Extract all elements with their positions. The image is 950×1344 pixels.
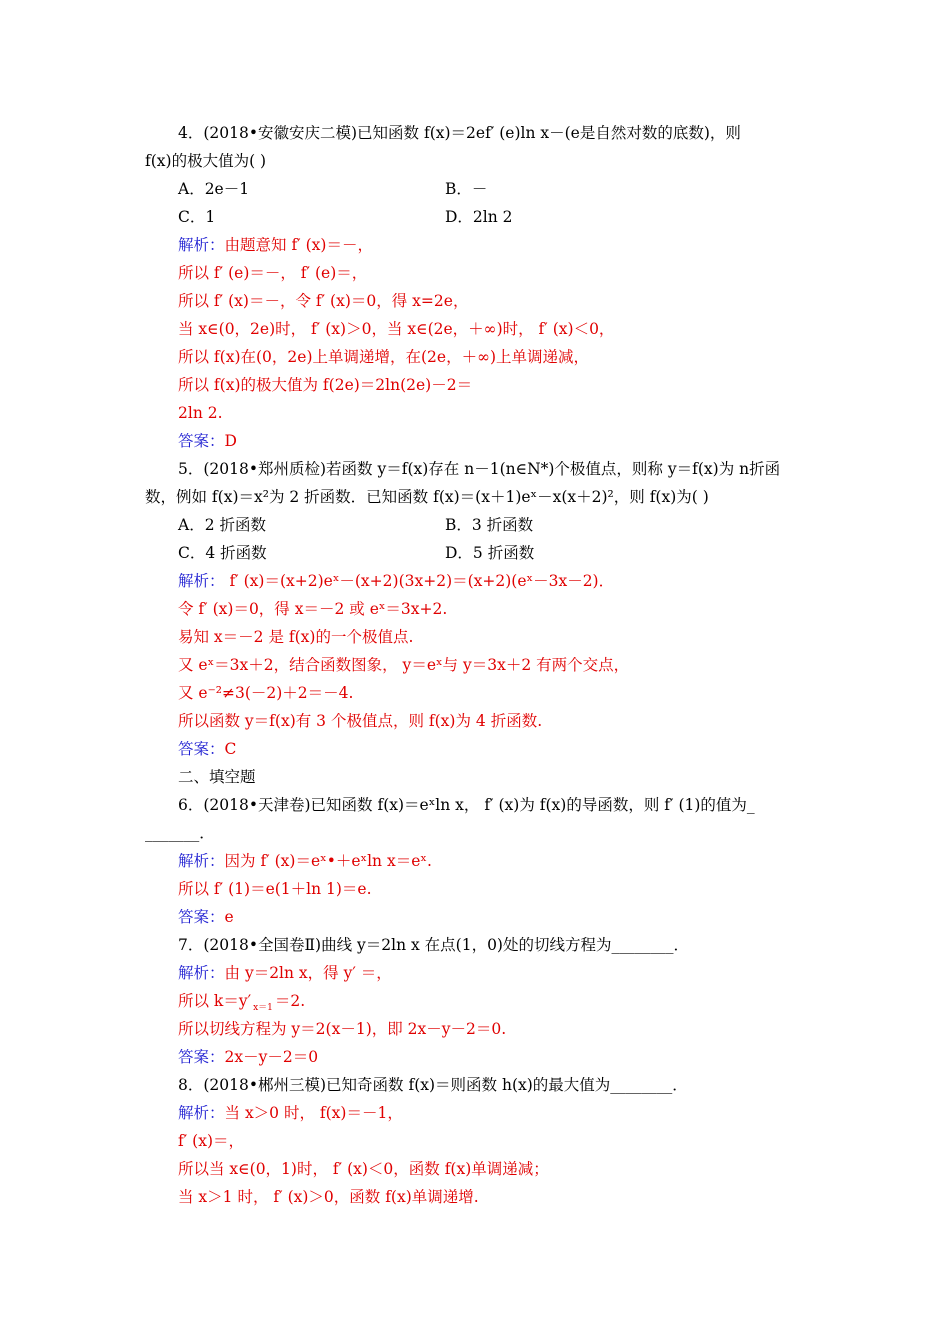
q7-analysis-line-1 xyxy=(178,963,392,983)
q6-stem-line-2: _______． xyxy=(145,824,215,842)
answer-label: 答案： xyxy=(178,1048,225,1066)
q4-stem-line-1: 4．(2018•安徽安庆二模)已知函数 f(x)＝2ef′ (e)ln x－(e是自然对数的底数)，则 xyxy=(178,124,741,142)
analysis-label: 解析： xyxy=(178,572,225,590)
q4-analysis-line-5: 所以 f(x)在(0，2e)上单调递增，在(2e，＋∞)上单调递减， xyxy=(178,348,590,366)
q5-analysis-line-6: 所以函数 y＝f(x)有 3 个极值点，则 f(x)为 4 折函数. xyxy=(178,712,543,730)
q8-analysis-line-2: f′ (x)＝， xyxy=(178,1132,245,1150)
q5-analysis-line-5: 又 e⁻²≠3(－2)＋2＝－4. xyxy=(178,684,354,702)
q5-option-d: D．5 折函数 xyxy=(445,544,535,562)
q6-analysis-line-1 xyxy=(178,851,432,871)
q5-answer xyxy=(178,739,236,759)
q4-option-a: A．2e－1 xyxy=(178,180,250,198)
analysis-label: 解析： xyxy=(178,964,225,982)
analysis-text: f′ (x)＝(x+2)eˣ－(x+2)(3x+2)＝(x+2)(eˣ－3x－2)． xyxy=(224,572,615,590)
q4-analysis-line-3: 所以 f′ (x)＝－，令 f′ (x)＝0，得 x=2e， xyxy=(178,292,469,310)
answer-value: D xyxy=(224,432,237,450)
analysis-label: 解析： xyxy=(178,236,225,254)
q4-option-d: D．2ln 2 xyxy=(445,208,513,226)
answer-label: 答案： xyxy=(178,432,225,450)
q6-stem-line-1: 6．(2018•天津卷)已知函数 f(x)＝eˣln x， f′ (x)为 f(x)的导函数，则 f′ (1)的值为_ xyxy=(178,796,755,814)
section-title: 二、填空题 xyxy=(178,768,256,786)
answer-label: 答案： xyxy=(178,740,225,758)
analysis-text: 由题意知 f′ (x)＝－， xyxy=(224,236,373,254)
derivative-expression: 所以 k＝y′ xyxy=(178,992,252,1010)
q5-analysis-line-2: 令 f′ (x)＝0，得 x＝－2 或 eˣ＝3x+2. xyxy=(178,600,448,618)
q5-option-a: A．2 折函数 xyxy=(178,516,266,534)
q4-analysis-line-6: 所以 f(x)的极大值为 f(2e)＝2ln(2e)－2＝ xyxy=(178,376,473,394)
answer-value: e xyxy=(224,908,234,926)
q4-analysis-line-1 xyxy=(178,235,373,255)
q5-option-c: C．4 折函数 xyxy=(178,544,267,562)
q4-answer xyxy=(178,431,237,451)
q8-stem-line-1: 8．(2018•郴州三模)已知奇函数 f(x)＝则函数 h(x)的最大值为________． xyxy=(178,1076,688,1094)
q5-analysis-line-3: 易知 x＝－2 是 f(x)的一个极值点. xyxy=(178,628,414,646)
analysis-label: 解析： xyxy=(178,852,225,870)
answer-label: 答案： xyxy=(178,908,225,926)
q4-analysis-line-4: 当 x∈(0，2e)时， f′ (x)＞0，当 x∈(2e，＋∞)时， f′ (x)＜0， xyxy=(178,320,615,338)
q8-analysis-line-1 xyxy=(178,1103,403,1123)
q8-analysis-line-4: 当 x＞1 时， f′ (x)＞0，函数 f(x)单调递增. xyxy=(178,1188,479,1206)
q5-analysis-line-4: 又 eˣ＝3x＋2，结合函数图象， y＝eˣ与 y＝3x＋2 有两个交点， xyxy=(178,656,630,674)
q5-option-b: B．3 折函数 xyxy=(445,516,534,534)
analysis-label: 解析： xyxy=(178,1104,225,1122)
q7-answer xyxy=(178,1047,318,1067)
q4-analysis-line-2: 所以 f′ (e)＝－， f′ (e)＝， xyxy=(178,264,368,282)
evaluation-subscript: x＝1 xyxy=(253,1003,273,1013)
q4-option-b: B．－ xyxy=(445,180,488,198)
q5-analysis-line-1 xyxy=(178,571,614,591)
q4-analysis-line-7: 2ln 2. xyxy=(178,404,223,422)
q6-analysis-line-2: 所以 f′ (1)＝e(1＋ln 1)＝e. xyxy=(178,880,372,898)
q7-analysis-line-3: 所以切线方程为 y＝2(x－1)，即 2x－y－2＝0. xyxy=(178,1020,507,1038)
analysis-text: 由 y＝2ln x，得 y′ ＝， xyxy=(224,964,392,982)
answer-value: 2x－y－2＝0 xyxy=(224,1048,319,1066)
q8-analysis-line-3: 所以当 x∈(0，1)时， f′ (x)＜0，函数 f(x)单调递减； xyxy=(178,1160,549,1178)
q4-stem-line-2: f(x)的极大值为( ) xyxy=(145,152,267,170)
q5-stem-line-2: 数，例如 f(x)＝x²为 2 折函数．已知函数 f(x)＝(x＋1)eˣ－x(x＋2)²，则 f(x)为( ) xyxy=(145,488,709,506)
analysis-text: 当 x＞0 时， f(x)＝－1， xyxy=(224,1104,403,1122)
q7-analysis-line-2 xyxy=(178,991,305,1018)
answer-value: C xyxy=(224,740,237,758)
q7-stem-line-1: 7．(2018•全国卷Ⅱ)曲线 y＝2ln x 在点(1，0)处的切线方程为________． xyxy=(178,936,689,954)
analysis-text: 因为 f′ (x)＝eˣ•＋eˣln x＝eˣ. xyxy=(224,852,432,870)
q5-stem-line-1: 5．(2018•郑州质检)若函数 y＝f(x)存在 n－1(n∈N*)个极值点，则称 y＝f(x)为 n折函 xyxy=(178,460,781,478)
derivative-value: ＝2. xyxy=(274,992,306,1010)
q4-option-c: C．1 xyxy=(178,208,216,226)
q6-answer xyxy=(178,907,234,927)
